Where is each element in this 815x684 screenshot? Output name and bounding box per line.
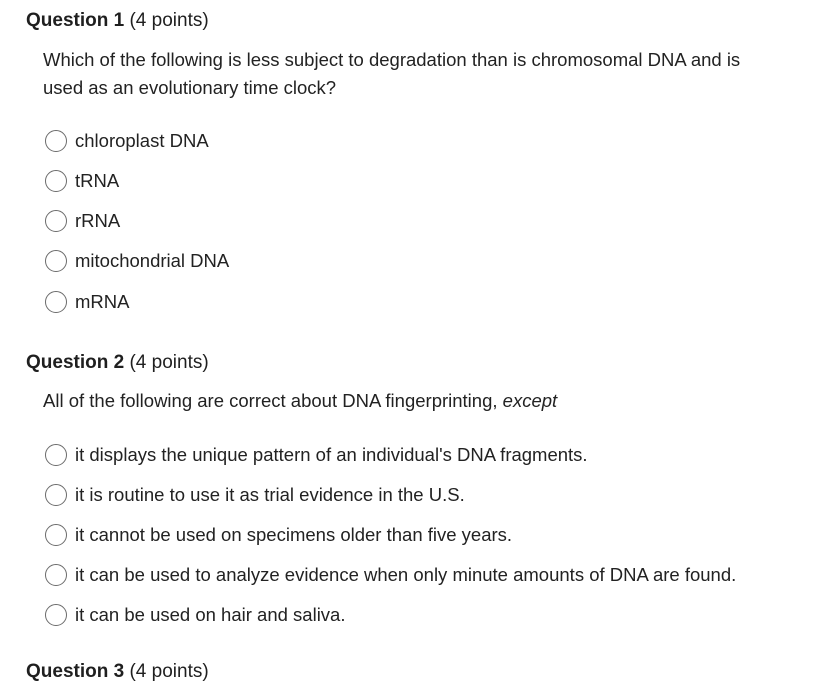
q1-option-1-radio[interactable] — [45, 130, 67, 152]
question-3-title — [26, 660, 209, 684]
q2-option-2-radio[interactable] — [45, 484, 67, 506]
q1-option-3-label[interactable]: rRNA — [75, 210, 121, 231]
question-2-prompt-emphasis: except — [502, 390, 558, 411]
q2-option-1[interactable] — [45, 442, 588, 468]
q1-option-5[interactable] — [45, 289, 129, 315]
question-1-prompt — [43, 46, 783, 102]
question-2-number: Question 2 — [26, 352, 125, 373]
q1-option-4-label[interactable]: mitochondrial DNA — [75, 250, 230, 271]
question-1-title — [26, 9, 209, 33]
q1-option-4-radio[interactable] — [45, 250, 67, 272]
q2-option-3-radio[interactable] — [45, 524, 67, 546]
q2-option-4-label[interactable]: it can be used to analyze evidence when only minute amounts of DNA are found. — [75, 564, 737, 585]
q2-option-5[interactable] — [45, 602, 345, 628]
q2-option-2[interactable] — [45, 482, 465, 508]
q1-option-3-radio[interactable] — [45, 210, 67, 232]
question-2-points: (4 points) — [129, 352, 209, 373]
q2-option-4-radio[interactable] — [45, 564, 67, 586]
q1-option-5-radio[interactable] — [45, 291, 67, 313]
q2-option-2-label[interactable]: it is routine to use it as trial evidence in the U.S. — [75, 484, 465, 505]
question-3-points: (4 points) — [129, 661, 209, 682]
question-3-number: Question 3 — [26, 661, 125, 682]
q2-option-5-radio[interactable] — [45, 604, 67, 626]
question-1-number: Question 1 — [26, 10, 125, 31]
question-1-points: (4 points) — [129, 10, 209, 31]
q1-option-2-label[interactable]: tRNA — [75, 170, 120, 191]
q1-option-5-label[interactable]: mRNA — [75, 291, 130, 312]
q2-option-3-label[interactable]: it cannot be used on specimens older than five years. — [75, 524, 513, 545]
q2-option-1-label[interactable]: it displays the unique pattern of an individual's DNA fragments. — [75, 444, 588, 465]
q1-option-1[interactable] — [45, 128, 209, 154]
question-1-prompt-text: Which of the following is less subject to degradation than is chromosomal DNA and is used as an evolutionary time clock? — [43, 49, 741, 98]
q2-option-4[interactable] — [45, 562, 736, 588]
q2-option-5-label[interactable]: it can be used on hair and saliva. — [75, 604, 346, 625]
q1-option-2[interactable] — [45, 168, 119, 194]
q1-option-4[interactable] — [45, 248, 229, 274]
question-2-prompt-text: All of the following are correct about DNA fingerprinting, — [43, 390, 503, 411]
q1-option-1-label[interactable]: chloroplast DNA — [75, 130, 209, 151]
q2-option-1-radio[interactable] — [45, 444, 67, 466]
question-2-title — [26, 351, 209, 375]
q1-option-3[interactable] — [45, 208, 120, 234]
q2-option-3[interactable] — [45, 522, 512, 548]
q1-option-2-radio[interactable] — [45, 170, 67, 192]
question-2-prompt — [43, 387, 783, 415]
